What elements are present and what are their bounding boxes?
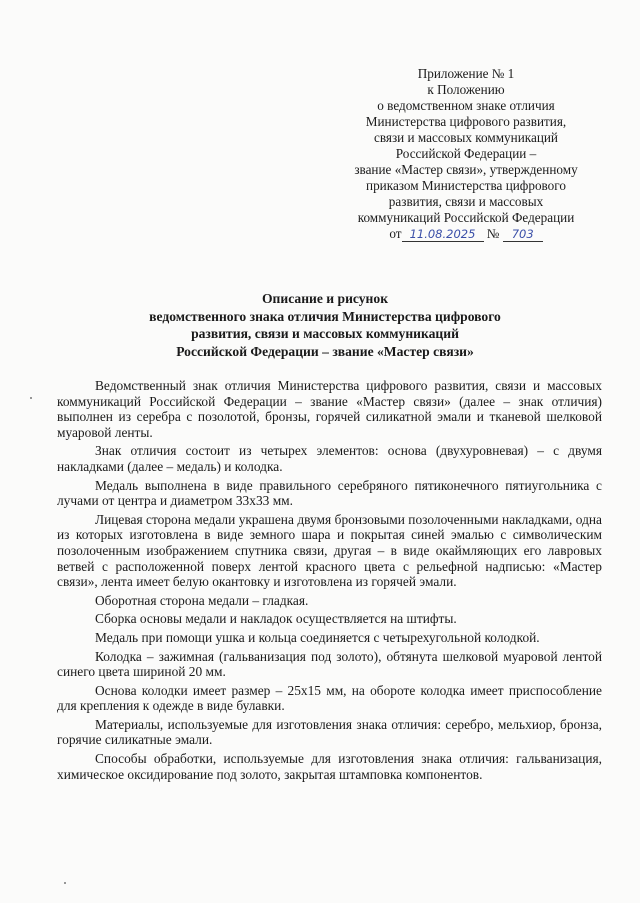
order-number: 703 [503,228,543,242]
paragraph: Основа колодки имеет размер – 25х15 мм, на обороте колодка имеет приспособление для крепления к одежде в виде булавки. [57,682,602,714]
order-number-sign: № [486,226,500,241]
appendix-line: Приложение № 1 [417,66,515,81]
document-body [57,378,602,785]
paragraph: Оборотная сторона медали – гладкая. [95,592,309,608]
appendix-line: связи и массовых коммуникаций [374,130,558,145]
appendix-line: развития, связи и массовых [388,194,544,209]
paragraph: Медаль выполнена в виде правильного серебряного пятиконечного пятиугольника с лучами от центра и диаметром 33х33 мм. [57,477,602,509]
appendix-line: Министерства цифрового развития, [365,114,567,129]
appendix-line: к Положению [427,82,505,97]
paragraph: Способы обработки, используемые для изготовления знака отличия: гальванизация, химическое оксидирование под золото, закрытая штамповка компонентов. [57,751,602,782]
title-line: ведомственного знака отличия Министерства цифрового [149,308,501,324]
appendix-line: приказом Министерства цифрового [366,178,566,193]
order-date: 11.08.2025 [402,228,484,242]
order-reference [334,226,598,242]
paragraph: Ведомственный знак отличия Министерства цифрового развития, связи и массовых коммуникаций Российской Федерации – звание «Мастер связи» (далее – знак отличия) выполнен из серебра с позолотой, бронзы, горячей силикатной эмали и тканевой шелковой муаровой ленты. [57,378,602,440]
order-prefix: от [389,226,402,241]
appendix-line: о ведомственном знаке отличия [377,98,555,113]
title-line: развития, связи и массовых коммуникаций [191,326,459,341]
appendix-line: коммуникаций Российской Федерации [357,210,575,225]
appendix-header [334,66,598,242]
scan-speck [64,882,66,884]
paragraph: Медаль при помощи ушка и кольца соединяется с четырехугольной колодкой. [95,629,540,645]
paragraph: Сборка основы медали и накладок осуществляется на штифты. [95,611,457,627]
appendix-line: звание «Мастер связи», утвержденному [354,162,578,177]
appendix-line: Российской Федерации – [395,146,537,161]
title-line: Описание и рисунок [261,291,389,306]
title-line: Российской Федерации – звание «Мастер связи» [176,343,474,359]
document-title [110,290,540,360]
paragraph: Лицевая сторона медали украшена двумя бронзовыми позолоченными накладками, одна из которых изготовлена в виде земного шара и покрытая синей эмалью с символическим позолоченным изображением спутника связи, другая – в виде окаймляющих его лавровых ветвей с расположенной поверх лентой красного цвета с рельефной надписью: «Мастер связи», лента имеет белую окантовку и изготовлена из горячей эмали. [57,511,602,590]
paragraph: Колодка – зажимная (гальванизация под золото), обтянута шелковой муаровой лентой синего цвета шириной 20 мм. [57,648,602,680]
scan-speck [30,397,32,399]
paragraph: Знак отличия состоит из четырех элементов: основа (двухуровневая) – с двумя накладками (далее – медаль) и колодка. [57,443,602,474]
paragraph: Материалы, используемые для изготовления знака отличия: серебро, мельхиор, бронза, горячие силикатные эмали. [57,716,602,748]
